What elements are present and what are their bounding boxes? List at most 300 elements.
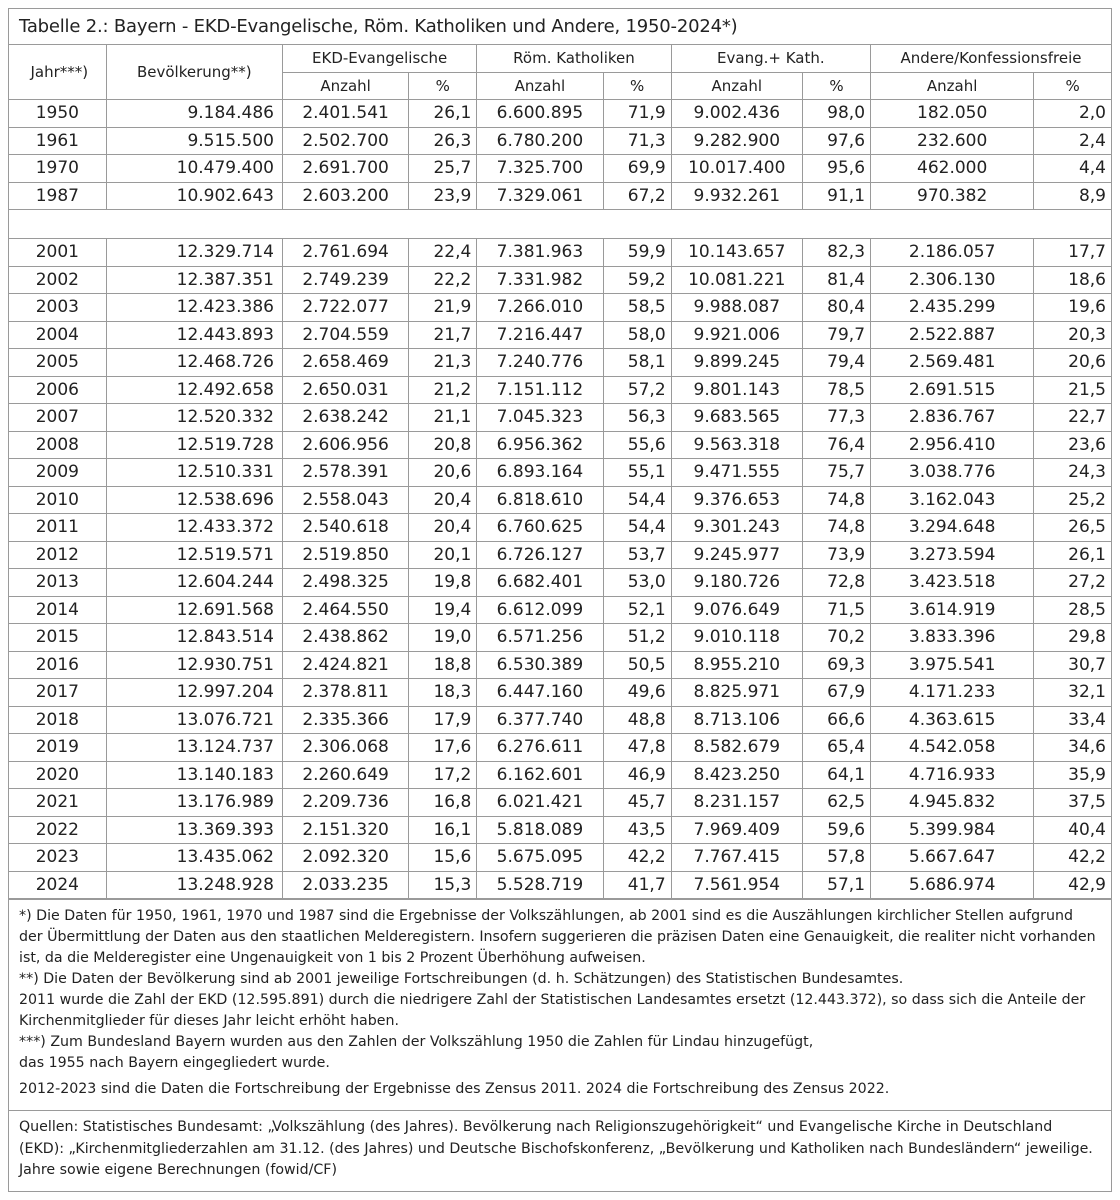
cell-kath-prozent: 53,0 — [603, 569, 671, 597]
cell-bevoelkerung: 9.515.500 — [106, 127, 282, 155]
cell-kath-anzahl: 7.216.447 — [477, 321, 603, 349]
cell-bevoelkerung: 12.329.714 — [106, 239, 282, 267]
sources: Quellen: Statistisches Bundesamt: „Volkszählung (des Jahres). Bevölkerung nach Religionszugehörigkeit“ und Evangelische Kirche in Deutschland (EKD): „Kirchenmitgliederzahlen am 31.12. (des Jahres) und Deutsche Bischofskonferenz, „Bevölkerung und Katholiken nach Bundesländern“ jeweilige. Jahre sowie eigene Berechnungen (fowid/CF) — [9, 1110, 1111, 1182]
cell-jahr: 2017 — [9, 679, 106, 707]
cell-evkath-anzahl: 9.471.555 — [671, 459, 802, 487]
cell-andere-prozent: 37,5 — [1034, 789, 1111, 817]
cell-evkath-anzahl: 7.561.954 — [671, 871, 802, 899]
cell-bevoelkerung: 12.519.728 — [106, 431, 282, 459]
cell-andere-anzahl: 4.363.615 — [871, 706, 1034, 734]
cell-kath-prozent: 58,1 — [603, 349, 671, 377]
cell-kath-prozent: 53,7 — [603, 541, 671, 569]
footnotes — [9, 899, 1111, 1104]
table-row — [9, 155, 1111, 183]
cell-kath-anzahl: 7.381.963 — [477, 239, 603, 267]
cell-evkath-prozent: 81,4 — [802, 266, 870, 294]
cell-bevoelkerung: 10.479.400 — [106, 155, 282, 183]
group-header-katholiken: Röm. Katholiken — [477, 45, 671, 72]
cell-andere-prozent: 19,6 — [1034, 294, 1111, 322]
cell-evkath-anzahl: 7.767.415 — [671, 844, 802, 872]
cell-ekd-prozent: 19,4 — [409, 596, 477, 624]
cell-andere-prozent: 42,2 — [1034, 844, 1111, 872]
cell-ekd-anzahl: 2.151.320 — [282, 816, 408, 844]
cell-bevoelkerung: 13.124.737 — [106, 734, 282, 762]
cell-ekd-anzahl: 2.424.821 — [282, 651, 408, 679]
cell-kath-prozent: 57,2 — [603, 376, 671, 404]
cell-evkath-anzahl: 9.683.565 — [671, 404, 802, 432]
table-row — [9, 376, 1111, 404]
cell-andere-prozent: 32,1 — [1034, 679, 1111, 707]
table-row — [9, 816, 1111, 844]
cell-jahr: 2021 — [9, 789, 106, 817]
table-row — [9, 541, 1111, 569]
cell-kath-anzahl: 6.780.200 — [477, 127, 603, 155]
cell-evkath-prozent: 57,8 — [802, 844, 870, 872]
cell-ekd-prozent: 17,9 — [409, 706, 477, 734]
cell-kath-prozent: 54,4 — [603, 514, 671, 542]
cell-evkath-prozent: 70,2 — [802, 624, 870, 652]
cell-ekd-anzahl: 2.650.031 — [282, 376, 408, 404]
cell-ekd-anzahl: 2.092.320 — [282, 844, 408, 872]
cell-kath-prozent: 48,8 — [603, 706, 671, 734]
cell-evkath-anzahl: 9.002.436 — [671, 100, 802, 128]
cell-ekd-prozent: 20,4 — [409, 514, 477, 542]
cell-evkath-prozent: 75,7 — [802, 459, 870, 487]
cell-evkath-prozent: 57,1 — [802, 871, 870, 899]
table-title: Tabelle 2.: Bayern - EKD-Evangelische, Röm. Katholiken und Andere, 1950-2024*) — [9, 9, 1111, 45]
table-row — [9, 127, 1111, 155]
cell-kath-anzahl: 7.151.112 — [477, 376, 603, 404]
cell-ekd-anzahl: 2.335.366 — [282, 706, 408, 734]
cell-ekd-anzahl: 2.658.469 — [282, 349, 408, 377]
cell-kath-anzahl: 6.682.401 — [477, 569, 603, 597]
cell-kath-anzahl: 6.377.740 — [477, 706, 603, 734]
cell-ekd-anzahl: 2.558.043 — [282, 486, 408, 514]
cell-evkath-anzahl: 9.282.900 — [671, 127, 802, 155]
table-row — [9, 294, 1111, 322]
cell-kath-anzahl: 7.329.061 — [477, 182, 603, 210]
cell-kath-anzahl: 6.447.160 — [477, 679, 603, 707]
cell-kath-prozent: 59,2 — [603, 266, 671, 294]
table-row — [9, 569, 1111, 597]
cell-bevoelkerung: 12.843.514 — [106, 624, 282, 652]
cell-evkath-anzahl: 9.301.243 — [671, 514, 802, 542]
cell-evkath-prozent: 79,7 — [802, 321, 870, 349]
cell-ekd-prozent: 17,2 — [409, 761, 477, 789]
cell-andere-prozent: 27,2 — [1034, 569, 1111, 597]
cell-jahr: 2013 — [9, 569, 106, 597]
cell-ekd-anzahl: 2.603.200 — [282, 182, 408, 210]
table-row — [9, 182, 1111, 210]
cell-kath-anzahl: 7.266.010 — [477, 294, 603, 322]
cell-bevoelkerung: 12.538.696 — [106, 486, 282, 514]
cell-bevoelkerung: 9.184.486 — [106, 100, 282, 128]
table-row — [9, 844, 1111, 872]
cell-andere-anzahl: 5.667.647 — [871, 844, 1034, 872]
cell-andere-anzahl: 2.691.515 — [871, 376, 1034, 404]
cell-kath-prozent: 55,6 — [603, 431, 671, 459]
cell-ekd-prozent: 20,1 — [409, 541, 477, 569]
cell-ekd-prozent: 15,6 — [409, 844, 477, 872]
table-row — [9, 404, 1111, 432]
cell-evkath-prozent: 76,4 — [802, 431, 870, 459]
cell-ekd-prozent: 18,8 — [409, 651, 477, 679]
cell-ekd-anzahl: 2.378.811 — [282, 679, 408, 707]
cell-kath-anzahl: 6.760.625 — [477, 514, 603, 542]
cell-evkath-anzahl: 9.076.649 — [671, 596, 802, 624]
cell-andere-prozent: 26,5 — [1034, 514, 1111, 542]
cell-ekd-anzahl: 2.401.541 — [282, 100, 408, 128]
cell-andere-anzahl: 2.435.299 — [871, 294, 1034, 322]
cell-ekd-prozent: 15,3 — [409, 871, 477, 899]
cell-kath-anzahl: 6.276.611 — [477, 734, 603, 762]
cell-andere-anzahl: 5.399.984 — [871, 816, 1034, 844]
cell-evkath-prozent: 67,9 — [802, 679, 870, 707]
cell-jahr: 1970 — [9, 155, 106, 183]
cell-jahr: 2024 — [9, 871, 106, 899]
group-header-ekd: EKD-Evangelische — [282, 45, 476, 72]
cell-ekd-prozent: 22,4 — [409, 239, 477, 267]
cell-jahr: 2010 — [9, 486, 106, 514]
cell-bevoelkerung: 12.423.386 — [106, 294, 282, 322]
cell-ekd-prozent: 19,0 — [409, 624, 477, 652]
cell-bevoelkerung: 13.248.928 — [106, 871, 282, 899]
cell-evkath-anzahl: 9.932.261 — [671, 182, 802, 210]
group-header-evang-kath: Evang.+ Kath. — [671, 45, 870, 72]
cell-kath-anzahl: 6.571.256 — [477, 624, 603, 652]
cell-bevoelkerung: 12.997.204 — [106, 679, 282, 707]
cell-andere-anzahl: 2.306.130 — [871, 266, 1034, 294]
cell-kath-prozent: 71,9 — [603, 100, 671, 128]
cell-andere-prozent: 25,2 — [1034, 486, 1111, 514]
cell-ekd-prozent: 21,2 — [409, 376, 477, 404]
cell-kath-prozent: 47,8 — [603, 734, 671, 762]
col-header-jahr: Jahr***) — [9, 45, 106, 100]
table-row — [9, 100, 1111, 128]
table-row — [9, 459, 1111, 487]
cell-evkath-prozent: 72,8 — [802, 569, 870, 597]
cell-kath-anzahl: 7.240.776 — [477, 349, 603, 377]
cell-evkath-prozent: 66,6 — [802, 706, 870, 734]
cell-jahr: 2008 — [9, 431, 106, 459]
cell-andere-prozent: 30,7 — [1034, 651, 1111, 679]
footnote-zensus: 2012-2023 sind die Daten die Fortschreibung der Ergebnisse des Zensus 2011. 2024 die Fortschreibung des Zensus 2022. — [19, 1081, 890, 1097]
cell-evkath-prozent: 64,1 — [802, 761, 870, 789]
cell-evkath-prozent: 59,6 — [802, 816, 870, 844]
cell-andere-anzahl: 4.542.058 — [871, 734, 1034, 762]
cell-kath-anzahl: 6.612.099 — [477, 596, 603, 624]
cell-jahr: 2007 — [9, 404, 106, 432]
cell-evkath-prozent: 91,1 — [802, 182, 870, 210]
cell-andere-prozent: 20,3 — [1034, 321, 1111, 349]
cell-kath-prozent: 49,6 — [603, 679, 671, 707]
cell-ekd-anzahl: 2.722.077 — [282, 294, 408, 322]
cell-andere-prozent: 40,4 — [1034, 816, 1111, 844]
cell-bevoelkerung: 12.468.726 — [106, 349, 282, 377]
cell-bevoelkerung: 12.930.751 — [106, 651, 282, 679]
cell-andere-prozent: 17,7 — [1034, 239, 1111, 267]
cell-jahr: 2012 — [9, 541, 106, 569]
cell-kath-prozent: 58,5 — [603, 294, 671, 322]
footnote-3-cont: das 1955 nach Bayern eingegliedert wurde. — [19, 1055, 330, 1071]
cell-jahr: 2009 — [9, 459, 106, 487]
table-row — [9, 651, 1111, 679]
cell-andere-anzahl: 970.382 — [871, 182, 1034, 210]
cell-evkath-anzahl: 9.376.653 — [671, 486, 802, 514]
cell-bevoelkerung: 10.902.643 — [106, 182, 282, 210]
cell-evkath-anzahl: 8.955.210 — [671, 651, 802, 679]
cell-andere-anzahl: 5.686.974 — [871, 871, 1034, 899]
cell-andere-prozent: 34,6 — [1034, 734, 1111, 762]
cell-ekd-prozent: 17,6 — [409, 734, 477, 762]
cell-andere-prozent: 33,4 — [1034, 706, 1111, 734]
cell-andere-prozent: 28,5 — [1034, 596, 1111, 624]
subheader-prozent: % — [603, 72, 671, 100]
cell-jahr: 2002 — [9, 266, 106, 294]
cell-andere-prozent: 35,9 — [1034, 761, 1111, 789]
cell-andere-prozent: 21,5 — [1034, 376, 1111, 404]
table-row — [9, 761, 1111, 789]
cell-andere-anzahl: 3.162.043 — [871, 486, 1034, 514]
table-body-annual — [9, 239, 1111, 899]
subheader-anzahl: Anzahl — [671, 72, 802, 100]
cell-bevoelkerung: 12.510.331 — [106, 459, 282, 487]
cell-kath-prozent: 58,0 — [603, 321, 671, 349]
cell-kath-anzahl: 5.818.089 — [477, 816, 603, 844]
cell-jahr: 2003 — [9, 294, 106, 322]
cell-andere-anzahl: 3.975.541 — [871, 651, 1034, 679]
cell-evkath-prozent: 77,3 — [802, 404, 870, 432]
cell-andere-anzahl: 2.569.481 — [871, 349, 1034, 377]
cell-andere-anzahl: 4.171.233 — [871, 679, 1034, 707]
cell-jahr: 1950 — [9, 100, 106, 128]
cell-andere-anzahl: 2.522.887 — [871, 321, 1034, 349]
cell-kath-anzahl: 5.675.095 — [477, 844, 603, 872]
cell-kath-prozent: 43,5 — [603, 816, 671, 844]
cell-bevoelkerung: 13.369.393 — [106, 816, 282, 844]
data-table — [9, 45, 1111, 899]
cell-andere-anzahl: 4.716.933 — [871, 761, 1034, 789]
cell-evkath-prozent: 79,4 — [802, 349, 870, 377]
cell-ekd-anzahl: 2.606.956 — [282, 431, 408, 459]
table-row — [9, 871, 1111, 899]
cell-evkath-anzahl: 7.969.409 — [671, 816, 802, 844]
cell-evkath-prozent: 78,5 — [802, 376, 870, 404]
cell-andere-prozent: 29,8 — [1034, 624, 1111, 652]
table-row — [9, 706, 1111, 734]
cell-andere-prozent: 26,1 — [1034, 541, 1111, 569]
cell-jahr: 2014 — [9, 596, 106, 624]
cell-andere-prozent: 4,4 — [1034, 155, 1111, 183]
cell-evkath-prozent: 71,5 — [802, 596, 870, 624]
subheader-anzahl: Anzahl — [871, 72, 1034, 100]
cell-bevoelkerung: 12.387.351 — [106, 266, 282, 294]
cell-jahr: 1987 — [9, 182, 106, 210]
cell-andere-prozent: 23,6 — [1034, 431, 1111, 459]
cell-andere-anzahl: 3.294.648 — [871, 514, 1034, 542]
cell-ekd-prozent: 21,7 — [409, 321, 477, 349]
cell-kath-prozent: 69,9 — [603, 155, 671, 183]
subheader-prozent: % — [409, 72, 477, 100]
cell-kath-anzahl: 6.530.389 — [477, 651, 603, 679]
cell-evkath-prozent: 73,9 — [802, 541, 870, 569]
cell-andere-anzahl: 4.945.832 — [871, 789, 1034, 817]
cell-andere-prozent: 22,7 — [1034, 404, 1111, 432]
cell-bevoelkerung: 12.433.372 — [106, 514, 282, 542]
cell-bevoelkerung: 12.604.244 — [106, 569, 282, 597]
footnote-2: **) Die Daten der Bevölkerung sind ab 2001 jeweilige Fortschreibungen (d. h. Schätzungen) des Statistischen Bundesamtes. — [19, 971, 904, 987]
cell-kath-anzahl: 6.600.895 — [477, 100, 603, 128]
cell-jahr: 2011 — [9, 514, 106, 542]
cell-andere-prozent: 42,9 — [1034, 871, 1111, 899]
cell-andere-anzahl: 232.600 — [871, 127, 1034, 155]
subheader-prozent: % — [1034, 72, 1111, 100]
cell-kath-anzahl: 6.893.164 — [477, 459, 603, 487]
cell-ekd-anzahl: 2.761.694 — [282, 239, 408, 267]
cell-kath-prozent: 67,2 — [603, 182, 671, 210]
cell-andere-prozent: 2,4 — [1034, 127, 1111, 155]
cell-andere-anzahl: 2.836.767 — [871, 404, 1034, 432]
cell-ekd-anzahl: 2.691.700 — [282, 155, 408, 183]
cell-evkath-prozent: 65,4 — [802, 734, 870, 762]
group-header-andere: Andere/Konfessionsfreie — [871, 45, 1111, 72]
cell-evkath-prozent: 74,8 — [802, 514, 870, 542]
cell-ekd-anzahl: 2.260.649 — [282, 761, 408, 789]
cell-andere-anzahl: 3.038.776 — [871, 459, 1034, 487]
cell-kath-prozent: 71,3 — [603, 127, 671, 155]
table-row — [9, 734, 1111, 762]
table-row — [9, 486, 1111, 514]
cell-jahr: 1961 — [9, 127, 106, 155]
cell-ekd-prozent: 18,3 — [409, 679, 477, 707]
spacer-row — [9, 210, 1111, 239]
table-row — [9, 514, 1111, 542]
cell-kath-anzahl: 7.045.323 — [477, 404, 603, 432]
cell-kath-prozent: 45,7 — [603, 789, 671, 817]
subheader-anzahl: Anzahl — [477, 72, 603, 100]
cell-ekd-anzahl: 2.498.325 — [282, 569, 408, 597]
cell-ekd-prozent: 16,1 — [409, 816, 477, 844]
cell-andere-prozent: 20,6 — [1034, 349, 1111, 377]
cell-evkath-anzahl: 8.423.250 — [671, 761, 802, 789]
cell-kath-anzahl: 6.956.362 — [477, 431, 603, 459]
cell-evkath-anzahl: 10.017.400 — [671, 155, 802, 183]
cell-bevoelkerung: 13.435.062 — [106, 844, 282, 872]
cell-ekd-prozent: 23,9 — [409, 182, 477, 210]
cell-kath-prozent: 59,9 — [603, 239, 671, 267]
cell-evkath-anzahl: 10.081.221 — [671, 266, 802, 294]
subheader-anzahl: Anzahl — [282, 72, 408, 100]
cell-ekd-prozent: 26,3 — [409, 127, 477, 155]
cell-andere-prozent: 24,3 — [1034, 459, 1111, 487]
cell-ekd-prozent: 19,8 — [409, 569, 477, 597]
cell-evkath-anzahl: 9.563.318 — [671, 431, 802, 459]
cell-evkath-anzahl: 9.245.977 — [671, 541, 802, 569]
cell-kath-anzahl: 6.162.601 — [477, 761, 603, 789]
cell-ekd-prozent: 22,2 — [409, 266, 477, 294]
cell-ekd-anzahl: 2.638.242 — [282, 404, 408, 432]
cell-andere-anzahl: 3.423.518 — [871, 569, 1034, 597]
cell-ekd-anzahl: 2.749.239 — [282, 266, 408, 294]
cell-ekd-anzahl: 2.578.391 — [282, 459, 408, 487]
cell-kath-prozent: 50,5 — [603, 651, 671, 679]
cell-andere-prozent: 8,9 — [1034, 182, 1111, 210]
cell-andere-anzahl: 3.273.594 — [871, 541, 1034, 569]
cell-andere-anzahl: 462.000 — [871, 155, 1034, 183]
table-gap — [9, 210, 1111, 239]
cell-kath-anzahl: 6.818.610 — [477, 486, 603, 514]
cell-bevoelkerung: 13.076.721 — [106, 706, 282, 734]
cell-ekd-anzahl: 2.209.736 — [282, 789, 408, 817]
cell-ekd-anzahl: 2.502.700 — [282, 127, 408, 155]
cell-andere-anzahl: 2.186.057 — [871, 239, 1034, 267]
cell-evkath-prozent: 95,6 — [802, 155, 870, 183]
header-row-groups — [9, 45, 1111, 72]
cell-ekd-anzahl: 2.704.559 — [282, 321, 408, 349]
cell-evkath-anzahl: 9.010.118 — [671, 624, 802, 652]
cell-andere-anzahl: 3.614.919 — [871, 596, 1034, 624]
cell-evkath-anzahl: 9.899.245 — [671, 349, 802, 377]
cell-ekd-anzahl: 2.438.862 — [282, 624, 408, 652]
cell-kath-anzahl: 5.528.719 — [477, 871, 603, 899]
cell-ekd-prozent: 25,7 — [409, 155, 477, 183]
cell-ekd-anzahl: 2.519.850 — [282, 541, 408, 569]
table-row — [9, 321, 1111, 349]
cell-ekd-prozent: 21,9 — [409, 294, 477, 322]
cell-evkath-prozent: 98,0 — [802, 100, 870, 128]
cell-kath-prozent: 46,9 — [603, 761, 671, 789]
cell-bevoelkerung: 13.176.989 — [106, 789, 282, 817]
table-row — [9, 624, 1111, 652]
table-row — [9, 431, 1111, 459]
cell-evkath-anzahl: 9.988.087 — [671, 294, 802, 322]
cell-evkath-prozent: 80,4 — [802, 294, 870, 322]
cell-evkath-prozent: 69,3 — [802, 651, 870, 679]
cell-andere-prozent: 18,6 — [1034, 266, 1111, 294]
cell-bevoelkerung: 12.520.332 — [106, 404, 282, 432]
cell-ekd-prozent: 20,8 — [409, 431, 477, 459]
table-row — [9, 239, 1111, 267]
cell-evkath-anzahl: 10.143.657 — [671, 239, 802, 267]
footnote-3: ***) Zum Bundesland Bayern wurden aus den Zahlen der Volkszählung 1950 die Zahlen für Lindau hinzugefügt, — [19, 1034, 814, 1050]
table-row — [9, 349, 1111, 377]
cell-bevoelkerung: 12.691.568 — [106, 596, 282, 624]
cell-evkath-prozent: 74,8 — [802, 486, 870, 514]
cell-jahr: 2020 — [9, 761, 106, 789]
cell-jahr: 2015 — [9, 624, 106, 652]
subheader-prozent: % — [802, 72, 870, 100]
cell-bevoelkerung: 12.492.658 — [106, 376, 282, 404]
cell-kath-anzahl: 7.325.700 — [477, 155, 603, 183]
cell-andere-anzahl: 2.956.410 — [871, 431, 1034, 459]
cell-ekd-prozent: 16,8 — [409, 789, 477, 817]
col-header-bevoelkerung: Bevölkerung**) — [106, 45, 282, 100]
cell-bevoelkerung: 13.140.183 — [106, 761, 282, 789]
cell-evkath-anzahl: 9.801.143 — [671, 376, 802, 404]
table-frame — [8, 8, 1112, 1192]
cell-evkath-anzahl: 8.582.679 — [671, 734, 802, 762]
cell-ekd-anzahl: 2.464.550 — [282, 596, 408, 624]
cell-jahr: 2018 — [9, 706, 106, 734]
cell-evkath-anzahl: 8.825.971 — [671, 679, 802, 707]
table-row — [9, 596, 1111, 624]
cell-jahr: 2004 — [9, 321, 106, 349]
cell-jahr: 2019 — [9, 734, 106, 762]
cell-kath-prozent: 54,4 — [603, 486, 671, 514]
cell-jahr: 2005 — [9, 349, 106, 377]
table-row — [9, 679, 1111, 707]
table-row — [9, 266, 1111, 294]
